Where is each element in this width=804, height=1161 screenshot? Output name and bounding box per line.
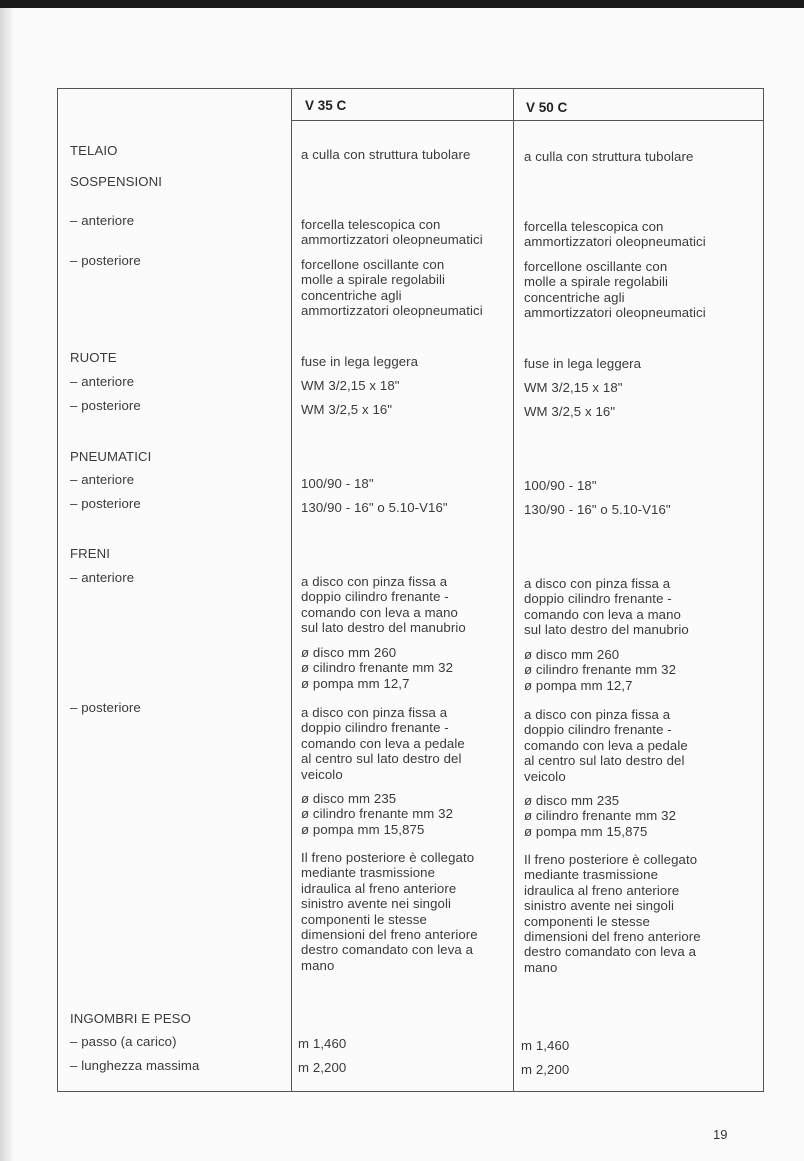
row-label: – posteriore xyxy=(70,253,141,268)
page-number: 19 xyxy=(713,1127,728,1142)
row-label: RUOTE xyxy=(70,350,117,365)
v35-spec-value: a disco con pinza fissa a doppio cilindro frenante - comando con leva a mano sul lato destro del manubrio xyxy=(301,574,466,636)
row-label: TELAIO xyxy=(70,143,118,158)
v50-spec-value: forcellone oscillante con molle a spirale regolabili concentriche agli ammortizzatori oleopneumatici xyxy=(524,259,706,321)
v35-spec-value: ø disco mm 260 ø cilindro frenante mm 32 ø pompa mm 12,7 xyxy=(301,645,454,691)
row-label: – anteriore xyxy=(70,374,135,389)
v50-spec-value: fuse in lega leggera xyxy=(524,356,642,371)
column-divider xyxy=(513,88,514,1092)
v50-spec-value: WM 3/2,5 x 16" xyxy=(524,404,616,419)
v50-spec-value: 100/90 - 18" xyxy=(524,478,597,493)
v50-spec-value: 130/90 - 16" o 5.10-V16" xyxy=(524,502,671,517)
v50-spec-value: a disco con pinza fissa a doppio cilindro frenante - comando con leva a mano sul lato destro del manubrio xyxy=(524,576,689,638)
v35-spec-value: forcellone oscillante con molle a spirale regolabili concentriche agli ammortizzatori oleopneumatici xyxy=(301,257,483,319)
column-header-v50c: V 50 C xyxy=(526,100,568,115)
row-label: INGOMBRI E PESO xyxy=(70,1011,191,1026)
v35-spec-value: 130/90 - 16" o 5.10-V16" xyxy=(301,500,448,515)
v35-spec-value: fuse in lega leggera xyxy=(301,354,419,369)
row-label: – anteriore xyxy=(70,213,135,228)
row-label: SOSPENSIONI xyxy=(70,174,162,189)
scan-left-shadow xyxy=(0,8,14,1161)
row-label: – passo (a carico) xyxy=(70,1034,177,1049)
v50-spec-value: forcella telescopica con ammortizzatori oleopneumatici xyxy=(524,219,706,250)
v50-spec-value: Il freno posteriore è collegato mediante trasmissione idraulica al freno anteriore sinistro avente nei singoli componenti le stesse dimensioni del freno anteriore destro comandato con leva a mano xyxy=(524,852,701,975)
row-label: – posteriore xyxy=(70,496,141,511)
row-label: – posteriore xyxy=(70,700,141,715)
v35-spec-value: 100/90 - 18" xyxy=(301,476,374,491)
v50-spec-value: WM 3/2,15 x 18" xyxy=(524,380,623,395)
v50-spec-value: a culla con struttura tubolare xyxy=(524,149,694,164)
scan-top-edge xyxy=(0,0,804,8)
v50-spec-value: m 1,460 xyxy=(521,1038,570,1053)
row-label: – anteriore xyxy=(70,472,135,487)
header-divider xyxy=(291,120,764,121)
column-divider xyxy=(291,88,292,1092)
v35-spec-value: a culla con struttura tubolare xyxy=(301,147,471,162)
v35-spec-value: WM 3/2,5 x 16" xyxy=(301,402,393,417)
v35-spec-value: ø disco mm 235 ø cilindro frenante mm 32 ø pompa mm 15,875 xyxy=(301,791,454,837)
row-label: – lunghezza massima xyxy=(70,1058,200,1073)
row-label: PNEUMATICI xyxy=(70,449,152,464)
v35-spec-value: a disco con pinza fissa a doppio cilindro frenante - comando con leva a pedale al centro sul lato destro del veicolo xyxy=(301,705,465,782)
column-header-v35c: V 35 C xyxy=(305,98,347,113)
v35-spec-value: Il freno posteriore è collegato mediante trasmissione idraulica al freno anteriore sinistro avente nei singoli componenti le stesse dimensioni del freno anteriore destro comandato con leva a mano xyxy=(301,850,478,973)
v35-spec-value: WM 3/2,15 x 18" xyxy=(301,378,400,393)
v50-spec-value: m 2,200 xyxy=(521,1062,570,1077)
row-label: FRENI xyxy=(70,546,111,561)
row-label: – posteriore xyxy=(70,398,141,413)
v50-spec-value: ø disco mm 235 ø cilindro frenante mm 32 ø pompa mm 15,875 xyxy=(524,793,677,839)
v35-spec-value: forcella telescopica con ammortizzatori oleopneumatici xyxy=(301,217,483,248)
v35-spec-value: m 1,460 xyxy=(298,1036,347,1051)
v35-spec-value: m 2,200 xyxy=(298,1060,347,1075)
v50-spec-value: a disco con pinza fissa a doppio cilindro frenante - comando con leva a pedale al centro sul lato destro del veicolo xyxy=(524,707,688,784)
row-label: – anteriore xyxy=(70,570,135,585)
v50-spec-value: ø disco mm 260 ø cilindro frenante mm 32 ø pompa mm 12,7 xyxy=(524,647,677,693)
